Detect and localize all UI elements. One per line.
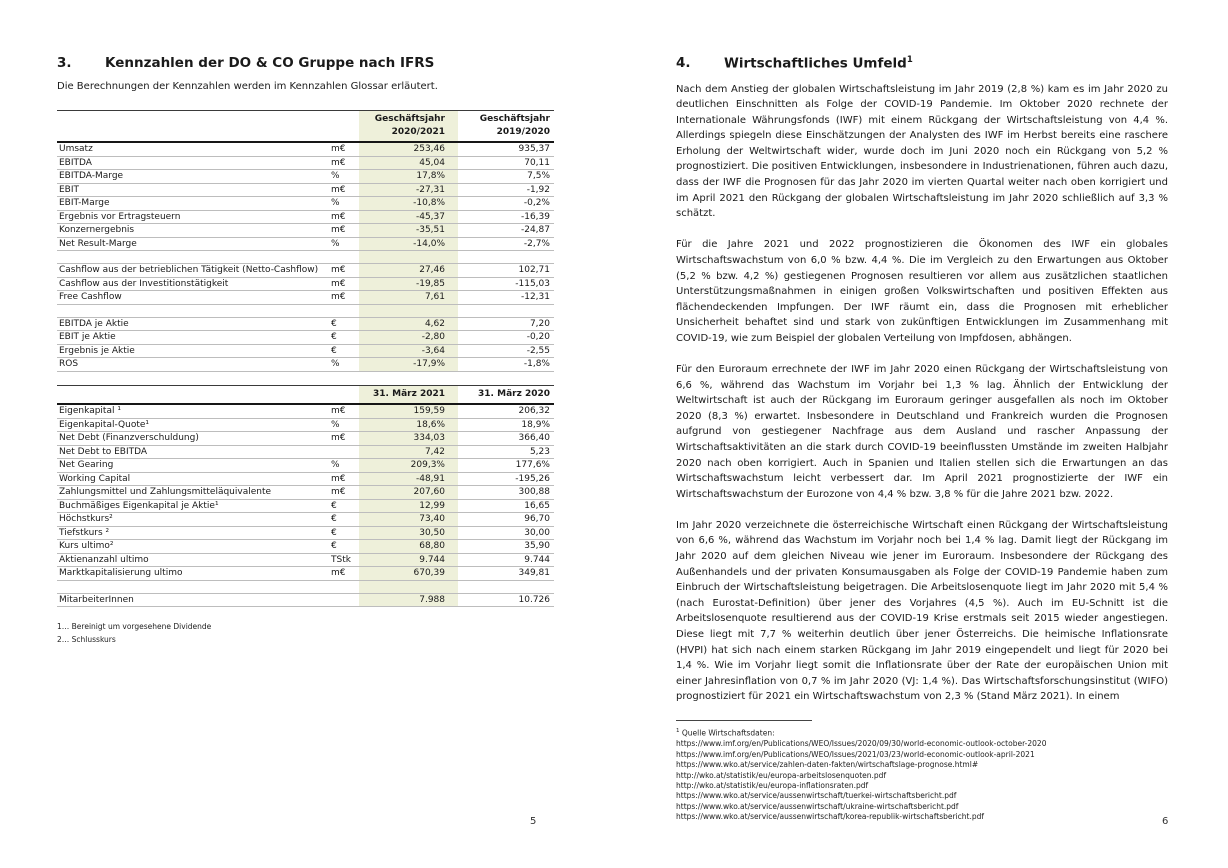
value-2020-2021: 4,62: [359, 317, 458, 331]
row-label: Aktienanzahl ultimo: [59, 554, 149, 565]
table-row: [57, 526, 554, 540]
value-2021: 30,50: [359, 526, 458, 540]
row-unit: [329, 445, 359, 459]
row-unit: [329, 304, 359, 317]
row-unit: m€: [331, 157, 346, 168]
table-row: [57, 224, 554, 238]
report-page-left: [57, 55, 554, 646]
value-2020-2021: -19,85: [359, 277, 458, 291]
table-row: [57, 513, 554, 527]
section-heading-kennzahlen: [57, 55, 554, 71]
table-row: [57, 170, 554, 184]
table-row: [57, 499, 554, 513]
value-2020-2021: 7,61: [359, 291, 458, 305]
row-label: Free Cashflow: [59, 292, 122, 302]
table-row: [57, 277, 554, 291]
header-spacer: [57, 385, 329, 404]
value-2020: 35,90: [524, 541, 550, 551]
header-spacer: [329, 111, 359, 143]
footnote-url-link[interactable]: https://www.wko.at/service/aussenwirtschaft/ukraine-wirtschaftsbericht.pdf: [676, 801, 959, 811]
row-label: Cashflow aus der betrieblichen Tätigkeit (Netto-Cashflow): [59, 265, 319, 275]
row-unit: m€: [331, 265, 346, 275]
footnote-links: [676, 739, 1168, 822]
row-unit: m€: [331, 144, 346, 154]
page-title: Kennzahlen der DO & CO Gruppe nach IFRS: [105, 55, 435, 71]
table-row: [57, 142, 554, 156]
table-row: [57, 264, 554, 278]
row-label: EBITDA je Aktie: [59, 318, 129, 329]
footnote-url-link[interactable]: https://www.imf.org/en/Publications/WEO/Issues/2020/09/30/world-economic-outlook-october-2020: [676, 739, 1047, 749]
row-label: [57, 304, 329, 317]
row-label: Eigenkapital ¹: [59, 406, 121, 416]
value-2019-2020: -115,03: [515, 278, 550, 289]
value-2020: 96,70: [524, 514, 550, 524]
table-row: [57, 540, 554, 554]
footnote-line: 1… Bereinigt um vorgesehene Dividende: [57, 622, 212, 631]
value-2021: 9.744: [359, 553, 458, 567]
table-row: [57, 432, 554, 446]
paragraph: Nach dem Anstieg der globalen Wirtschaftsleistung im Jahr 2019 (2,8 %) kam es im Jahr 2020 zu deutlichen Einschnitten als Folge der COVID-19 Pandemie. Im Oktober 2020 rechnete der Internationale Währungsfonds (IWF) mit einem Rückgang der Wirtschaftsleistung von 4,4 %. Allerdings spiegeln diese Einschätzungen der Analysten des IWF im Herbst bereits eine raschere Erholung der Weltwirtschaft wider, wurde doch im Juni 2020 noch ein Rückgang von 5,2 % prognostiziert. Die positiven Entwicklungen, insbesondere in Industrienationen, führen auch dazu, dass der IWF die Prognosen für das Jahr 2020 im vierten Quartal weiter nach oben korrigiert und im April 2021 den Rückgang der globalen Wirtschaftsleistung im Jahr 2020 schließlich auf 3,3 % schätzt.: [676, 83, 1168, 220]
value-2020-2021: 253,46: [359, 142, 458, 156]
column-header-gj-2019-2020: Geschäftsjahr 2019/2020: [479, 114, 550, 137]
row-unit: [329, 593, 359, 607]
row-unit: m€: [331, 473, 346, 484]
row-unit: m€: [331, 225, 346, 235]
row-unit: m€: [331, 278, 346, 289]
row-unit: %: [331, 460, 340, 470]
section-heading-umfeld: [676, 55, 1168, 72]
table-row: [57, 197, 554, 211]
row-label: Umsatz: [59, 144, 93, 154]
table-row: [57, 358, 554, 372]
row-label: Net Result-Marge: [59, 238, 137, 249]
row-unit: %: [331, 419, 340, 430]
value-2020: 177,6%: [515, 460, 550, 470]
value-2020: 366,40: [518, 433, 550, 443]
row-unit: €: [331, 541, 337, 551]
row-unit: [329, 580, 359, 593]
table-row: [57, 237, 554, 251]
footnote-source-title: $^1$ Quelle Wirtschaftsdaten:: [676, 728, 775, 738]
body-text: [676, 82, 1168, 705]
value-2020-2021: -2,80: [359, 331, 458, 345]
value-2020: -195,26: [515, 473, 550, 484]
value-2020: 16,65: [524, 500, 550, 511]
value-2021: -48,91: [359, 472, 458, 486]
row-unit: m€: [331, 211, 346, 222]
row-label: Eigenkapital-Quote¹: [59, 419, 150, 430]
value-2021: 7,42: [359, 445, 458, 459]
paragraph: Für die Jahre 2021 und 2022 prognostizieren die Ökonomen des IWF ein globales Wirtschaftswachstum von 6,0 % bzw. 4,4 %. Die im Vergleich zu den Erwartungen aus Oktober (5,2 % bzw. 4,2 %) gestiegenen Prognosen resultieren vor allem aus zusätzlichen staatlichen Unterstützungsmaßnahmen in einigen großen Volkswirtschaften und positiven Effekten aus flächendeckenden Impfungen. Der IWF räumt ein, dass die Prognosen mit erheblicher Unsicherheit behaftet sind und stark von zukünftigen Entwicklungen im Zusammenhang mit COVID-19, wie zum Beispiel der globalen Verteilung von Impfdosen, abhängen.: [676, 239, 1168, 344]
table-footnotes: [57, 620, 554, 646]
table-row: [57, 317, 554, 331]
row-label: Net Debt to EBITDA: [59, 446, 148, 457]
value-2019-2020: 70,11: [524, 157, 550, 168]
row-label: EBIT je Aktie: [59, 332, 116, 342]
value-2020-2021: [359, 251, 458, 264]
row-unit: %: [331, 359, 340, 369]
row-label: Cashflow aus der Investitionstätigkeit: [59, 278, 229, 289]
value-2019-2020: -0,20: [526, 332, 550, 342]
intro-text: Die Berechnungen der Kennzahlen werden im Kennzahlen Glossar erläutert.: [57, 81, 438, 92]
row-unit: m€: [331, 433, 346, 443]
value-2021: 334,03: [359, 432, 458, 446]
column-header-maerz-2020: 31. März 2020: [478, 388, 550, 399]
table-row: [57, 210, 554, 224]
value-2020-2021: 45,04: [359, 156, 458, 170]
footnote-block: [676, 720, 1168, 822]
value-2020: 9.744: [524, 554, 550, 565]
table-header-row: [57, 111, 554, 143]
row-label: Ergebnis vor Ertragsteuern: [59, 211, 181, 222]
table-row: [57, 183, 554, 197]
row-label: EBIT-Marge: [59, 198, 110, 208]
value-2019-2020: -2,55: [526, 345, 550, 356]
row-unit: €: [331, 514, 337, 524]
row-unit: %: [331, 238, 340, 249]
value-2019-2020: -2,7%: [523, 238, 550, 249]
section-number: 3.: [57, 55, 72, 71]
row-unit: %: [331, 171, 340, 181]
row-label: Konzernergebnis: [59, 225, 135, 235]
row-label: Marktkapitalisierung ultimo: [59, 568, 183, 578]
value-2021: 209,3%: [359, 459, 458, 473]
footnote-line: 2… Schlusskurs: [57, 635, 116, 644]
value-2020: 10.726: [518, 594, 550, 605]
footnote-marker: 1: [676, 728, 680, 735]
value-2019-2020: 7,20: [529, 318, 550, 329]
footnote-marker: 1: [906, 55, 913, 65]
row-unit: €: [331, 527, 337, 538]
paragraph: Im Jahr 2020 verzeichnete die österreichische Wirtschaft einen Rückgang der Wirtschaftsleistung von 6,6 %, während das Wachstum im Vorjahr noch bei 1,4 % lag. Damit liegt der Rückgang im Jahr 2020 auf dem gleichen Niveau wie jener im Euroraum. Insbesondere der Rückgang des Außenhandels und der privaten Konsumausgaben als Folge der COVID-19 Pandemie haben zum Einbruch der Wirtschaftsleistung beigetragen. Die Arbeitslosenquote liegt im Jahr 2020 mit 5,4 % (nach Eurostat-Definition) über jener des Vorjahres (4,5 %). Auch im EU-Schnitt ist die Arbeitslosenquote resultierend aus der COVID-19 Krise erstmals seit 2015 wieder angestiegen. Diese liegt mit 7,7 % weiterhin deutlich über jener Österreichs. Die heimische Inflationsrate (HVPI) hat sich nach einem starken Rückgang im Jahr 2019 eingependelt und liegt für 2020 bei 1,4 %. Wie im Vorjahr liegt somit die Inflationsrate über der Rate der europäischen Union mit einer Jahresinflation von 0,7 % im Jahr 2020 (VJ: 1,4 %). Das Wirtschaftsforschungsinstitut (WIFO) prognostiziert für 2021 ein Wirtschaftswachstum von 2,3 % (Stand März 2021). In einem: [676, 519, 1168, 703]
table-row: [57, 404, 554, 418]
value-2019-2020: -0,2%: [523, 198, 550, 208]
value-2021: 18,6%: [359, 418, 458, 432]
row-label: Working Capital: [59, 473, 131, 484]
row-unit: €: [331, 345, 337, 356]
value-2020-2021: 27,46: [359, 264, 458, 278]
footnote-url-link[interactable]: https://www.wko.at/service/zahlen-daten-fakten/wirtschaftslage-prognose.html#: [676, 760, 979, 770]
header-spacer: [329, 385, 359, 404]
table-row: [57, 459, 554, 473]
table-row: [57, 486, 554, 500]
value-2019-2020: [458, 251, 554, 264]
bilanz-table: [57, 385, 554, 608]
row-unit: €: [331, 500, 337, 511]
value-2021: 7.988: [359, 593, 458, 607]
value-2021: 68,80: [359, 540, 458, 554]
row-label: [57, 580, 329, 593]
table-row: [57, 344, 554, 358]
value-2019-2020: -1,92: [526, 184, 550, 195]
table-row: [57, 156, 554, 170]
row-unit: €: [331, 318, 337, 329]
table-row: [57, 291, 554, 305]
value-2021: 12,99: [359, 499, 458, 513]
table-row: [57, 418, 554, 432]
table-row: [57, 251, 554, 264]
value-2021: 207,60: [359, 486, 458, 500]
table-row: [57, 580, 554, 593]
value-2019-2020: 7,5%: [527, 171, 550, 181]
value-2020-2021: -45,37: [359, 210, 458, 224]
value-2020-2021: 17,8%: [359, 170, 458, 184]
row-unit: m€: [331, 568, 346, 578]
row-label: Buchmäßiges Eigenkapital je Aktie¹: [59, 500, 219, 511]
row-label: Ergebnis je Aktie: [59, 345, 135, 356]
table-row: [57, 472, 554, 486]
footnote-url-link[interactable]: https://www.imf.org/en/Publications/WEO/Issues/2021/03/23/world-economic-outlook-april-2021: [676, 749, 1035, 759]
column-header-gj-2020-2021: Geschäftsjahr 2020/2021: [359, 111, 458, 143]
row-unit: €: [331, 332, 337, 342]
row-unit: m€: [331, 292, 346, 302]
table-row: [57, 553, 554, 567]
table-row: [57, 304, 554, 317]
row-label: Tiefstkurs ²: [59, 527, 110, 538]
kennzahlen-table-ifrs: [57, 110, 554, 372]
row-label: ROS: [59, 359, 79, 369]
value-2019-2020: -1,8%: [523, 359, 550, 369]
footnote-url-link[interactable]: http://wko.at/statistik/eu/europa-inflationsraten.pdf: [676, 781, 869, 790]
value-2020-2021: -14,0%: [359, 237, 458, 251]
table-row: [57, 445, 554, 459]
value-2020-2021: -27,31: [359, 183, 458, 197]
row-label: EBITDA-Marge: [59, 171, 124, 181]
value-2019-2020: -24,87: [520, 225, 550, 235]
value-2020: 300,88: [518, 487, 550, 497]
row-label: Zahlungsmittel und Zahlungsmitteläquivalente: [59, 487, 272, 497]
page-number-right: 6: [1162, 816, 1169, 827]
row-label: Net Debt (Finanzverschuldung): [59, 433, 199, 443]
page-title: Wirtschaftliches Umfeld$^1$: [724, 55, 913, 72]
row-unit: [329, 251, 359, 264]
value-2020-2021: -35,51: [359, 224, 458, 238]
section-number: 4.: [676, 55, 691, 71]
row-label: Net Gearing: [59, 460, 114, 470]
row-label: [57, 251, 329, 264]
table-header-row: [57, 385, 554, 404]
value-2020: 18,9%: [521, 419, 550, 430]
value-2019-2020: -12,31: [520, 292, 550, 302]
row-label: Höchstkurs²: [59, 514, 113, 524]
table-row: [57, 593, 554, 607]
footnote-url-link[interactable]: https://www.wko.at/service/aussenwirtschaft/tuerkei-wirtschaftsbericht.pdf: [676, 791, 957, 801]
value-2020-2021: -3,64: [359, 344, 458, 358]
row-label: MitarbeiterInnen: [59, 594, 134, 605]
table-row: [57, 331, 554, 345]
paragraph: Für den Euroraum errechnete der IWF im Jahr 2020 einen Rückgang der Wirtschaftsleistung von 6,6 %, während das Wachstum im Vorjahr bei 1,3 % lag. Ähnlich der Entwicklung der Weltwirtschaft ist auch der Rückgang im Euroraum geringer ausgefallen als noch im Oktober 2020 (8,3 %) erwartet. Insbesondere in Deutschland und Frankreich wurden die Prognosen aufgrund von gestiegener Nachfrage aus dem Ausland und rascher Anpassung der Wirtschaftsaktivitäten an die stark durch COVID-19 beeinflussten Umstände im zweiten Halbjahr 2020 nach oben korrigiert. Auch in Spanien und Italien stellen sich die Erwartungen an das Wirtschaftswachstum leicht verbessert dar. Im April 2021 prognostizierte der IWF ein Wirtschaftswachstum der Eurozone von 4,4 % bzw. 3,8 % für die Jahre 2021 bzw. 2022.: [676, 364, 1168, 500]
value-2020: [458, 580, 554, 593]
header-spacer: [57, 111, 329, 143]
value-2019-2020: -16,39: [520, 211, 550, 222]
row-unit: m€: [331, 184, 346, 195]
value-2019-2020: 935,37: [518, 144, 550, 154]
row-unit: m€: [331, 487, 346, 497]
page-number-left: 5: [530, 816, 537, 827]
table-row: [57, 567, 554, 581]
row-label: EBIT: [59, 184, 80, 195]
value-2020: 349,81: [518, 568, 550, 578]
value-2021: [359, 580, 458, 593]
value-2020: 206,32: [518, 406, 550, 416]
row-unit: m€: [331, 406, 346, 416]
footnote-rule: [676, 720, 812, 721]
row-unit: %: [331, 198, 340, 208]
row-unit: TStk: [331, 554, 351, 565]
value-2020-2021: -17,9%: [359, 358, 458, 372]
value-2020: 5,23: [529, 446, 550, 457]
value-2021: 670,39: [359, 567, 458, 581]
report-page-right: [676, 55, 1168, 823]
value-2020-2021: [359, 304, 458, 317]
value-2020-2021: -10,8%: [359, 197, 458, 211]
value-2021: 73,40: [359, 513, 458, 527]
row-label: EBITDA: [59, 157, 92, 168]
value-2021: 159,59: [359, 404, 458, 418]
footnote-url-link[interactable]: https://www.wko.at/service/aussenwirtschaft/korea-republik-wirtschaftsbericht.pdf: [676, 812, 985, 822]
row-label: Kurs ultimo²: [59, 541, 114, 551]
footnote-url-link[interactable]: http://wko.at/statistik/eu/europa-arbeitslosenquoten.pdf: [676, 770, 887, 780]
column-header-maerz-2021: 31. März 2021: [359, 385, 458, 404]
value-2019-2020: 102,71: [518, 265, 550, 275]
value-2019-2020: [458, 304, 554, 317]
value-2020: 30,00: [524, 527, 550, 538]
